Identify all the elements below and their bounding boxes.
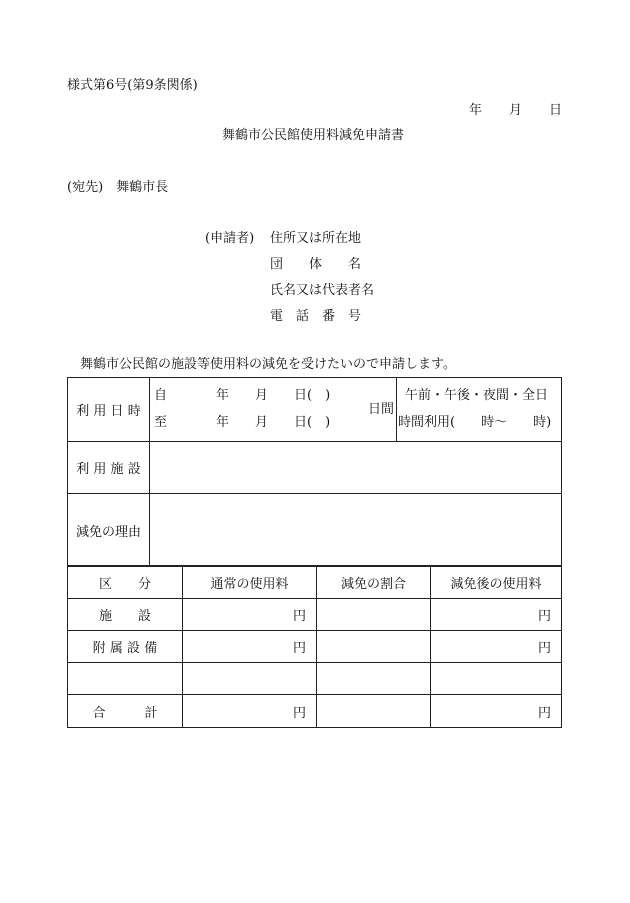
applicant-address-label: 住所又は所在地 — [270, 231, 362, 246]
fee-normal-cell[interactable]: 円 — [183, 631, 317, 663]
usage-table — [67, 377, 562, 567]
fee-total-after[interactable]: 円 — [431, 695, 562, 728]
addressee: (宛先) 舞鶴市長 — [67, 180, 169, 195]
to-label: 至 — [154, 415, 168, 430]
fee-header-rate: 減免の割合 — [317, 566, 431, 599]
form-reference: 様式第6号(第9条関係) — [67, 78, 198, 93]
hourly-usage: 時間利用( 時〜 時) — [398, 415, 552, 430]
fee-normal-cell[interactable]: 円 — [183, 599, 317, 631]
fee-rate-cell[interactable] — [317, 631, 431, 663]
usage-facility-field[interactable] — [150, 442, 562, 494]
fee-row-label: 施 設 — [68, 599, 183, 631]
fee-header-normal: 通常の使用料 — [183, 566, 317, 599]
applicant-phone-label: 電 話 番 号 — [270, 309, 362, 324]
fee-normal-cell[interactable] — [183, 663, 317, 695]
reduction-reason-field[interactable] — [150, 494, 562, 567]
date-year: 年 — [469, 103, 483, 118]
to-date: 年 月 日( ) — [216, 415, 331, 430]
date-month: 月 — [509, 103, 523, 118]
days-label: 日間 — [368, 402, 395, 417]
date-day: 日 — [549, 103, 563, 118]
applicant-name-label: 氏名又は代表者名 — [270, 283, 375, 298]
fee-after-cell[interactable] — [431, 663, 562, 695]
usage-time-cell[interactable] — [397, 378, 562, 442]
fee-row-label[interactable] — [68, 663, 183, 695]
fee-after-cell[interactable]: 円 — [431, 599, 562, 631]
usage-facility-label: 利 用 施 設 — [68, 442, 150, 494]
usage-datetime-label: 利 用 日 時 — [68, 378, 150, 442]
from-label: 自 — [154, 388, 168, 403]
fee-total-label: 合 計 — [68, 695, 183, 728]
fee-after-cell[interactable]: 円 — [431, 631, 562, 663]
fee-row-label: 附 属 設 備 — [68, 631, 183, 663]
fee-header-category: 区 分 — [68, 566, 183, 599]
from-date: 年 月 日( ) — [216, 388, 331, 403]
usage-date-cell[interactable] — [150, 378, 397, 442]
fee-total-normal[interactable]: 円 — [183, 695, 317, 728]
reduction-reason-label: 減免の理由 — [68, 494, 150, 567]
intro-text: 舞鶴市公民館の施設等使用料の減免を受けたいので申請します。 — [80, 357, 456, 372]
fee-rate-cell[interactable] — [317, 599, 431, 631]
fee-total-rate[interactable] — [317, 695, 431, 728]
fee-table — [67, 565, 562, 728]
fee-header-after: 減免後の使用料 — [431, 566, 562, 599]
applicant-group-label: 団 体 名 — [270, 257, 362, 272]
fee-rate-cell[interactable] — [317, 663, 431, 695]
document-title: 舞鶴市公民館使用料減免申請書 — [222, 128, 405, 143]
applicant-label: (申請者) — [205, 231, 255, 246]
time-options: 午前・午後・夜間・全日 — [405, 388, 549, 403]
